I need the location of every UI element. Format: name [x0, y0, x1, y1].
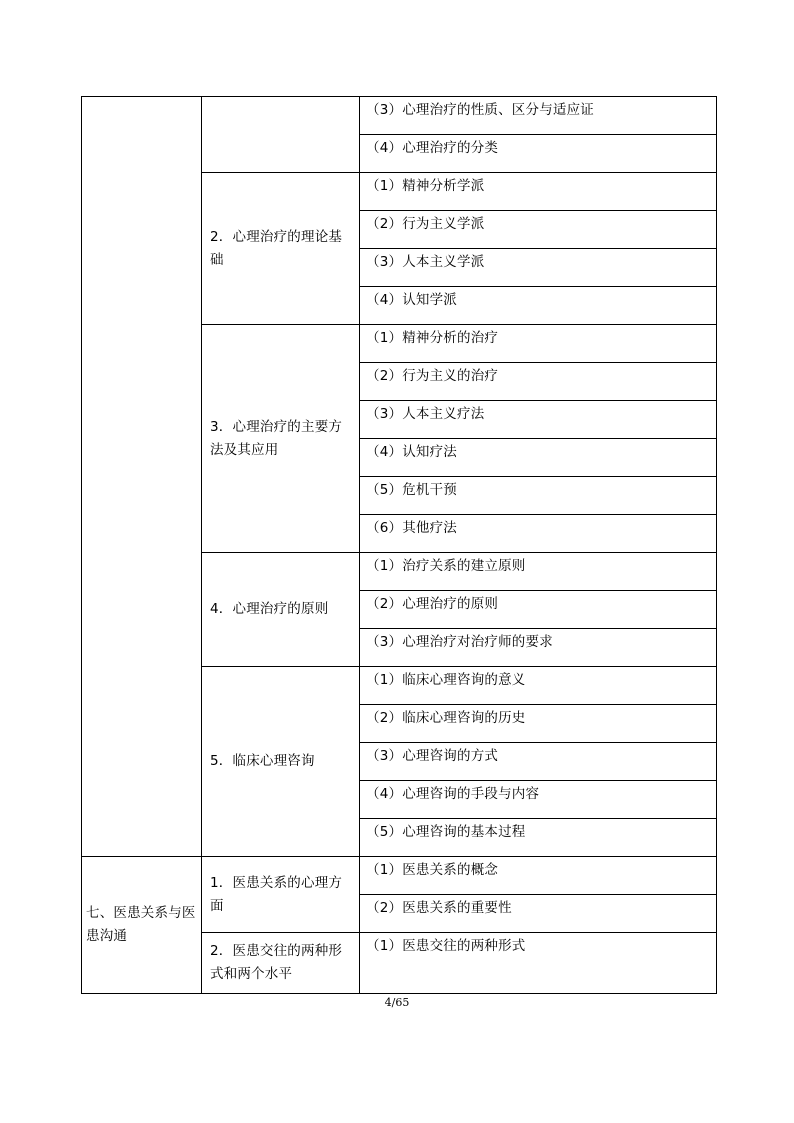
item-cell: （1）医患交往的两种形式: [360, 933, 717, 994]
item-cell: （5）心理咨询的基本过程: [360, 819, 717, 857]
item-cell: （2）行为主义学派: [360, 211, 717, 249]
item-cell: （3）人本主义疗法: [360, 401, 717, 439]
item-cell: （3）心理治疗的性质、区分与适应证: [360, 97, 717, 135]
syllabus-table: [81, 96, 717, 994]
section-title-cell: 七、医患关系与医患沟通: [82, 857, 202, 994]
syllabus-table-body: [82, 97, 717, 994]
item-cell: （4）认知疗法: [360, 439, 717, 477]
topic-title-cell: 3．心理治疗的主要方法及其应用: [202, 325, 360, 553]
item-cell: （1）治疗关系的建立原则: [360, 553, 717, 591]
page-number: 4/65: [384, 996, 410, 1009]
table-row: [82, 857, 717, 895]
item-cell: （1）临床心理咨询的意义: [360, 667, 717, 705]
topic-title-cell: 1．医患关系的心理方面: [202, 857, 360, 933]
topic-title-cell: 5．临床心理咨询: [202, 667, 360, 857]
item-cell: （3）心理治疗对治疗师的要求: [360, 629, 717, 667]
table-row: [82, 97, 717, 135]
topic-title-cell: 4．心理治疗的原则: [202, 553, 360, 667]
item-cell: （3）人本主义学派: [360, 249, 717, 287]
item-cell: （5）危机干预: [360, 477, 717, 515]
section-title-cell: [82, 97, 202, 857]
item-cell: （1）精神分析的治疗: [360, 325, 717, 363]
item-cell: （1）医患关系的概念: [360, 857, 717, 895]
item-cell: （4）心理治疗的分类: [360, 135, 717, 173]
topic-title-cell: 2．医患交往的两种形式和两个水平: [202, 933, 360, 994]
item-cell: （4）认知学派: [360, 287, 717, 325]
topic-title-cell: [202, 97, 360, 173]
item-cell: （2）临床心理咨询的历史: [360, 705, 717, 743]
item-cell: （2）医患关系的重要性: [360, 895, 717, 933]
item-cell: （2）心理治疗的原则: [360, 591, 717, 629]
topic-title-cell: 2．心理治疗的理论基础: [202, 173, 360, 325]
item-cell: （1）精神分析学派: [360, 173, 717, 211]
item-cell: （3）心理咨询的方式: [360, 743, 717, 781]
item-cell: （4）心理咨询的手段与内容: [360, 781, 717, 819]
item-cell: （2）行为主义的治疗: [360, 363, 717, 401]
item-cell: （6）其他疗法: [360, 515, 717, 553]
